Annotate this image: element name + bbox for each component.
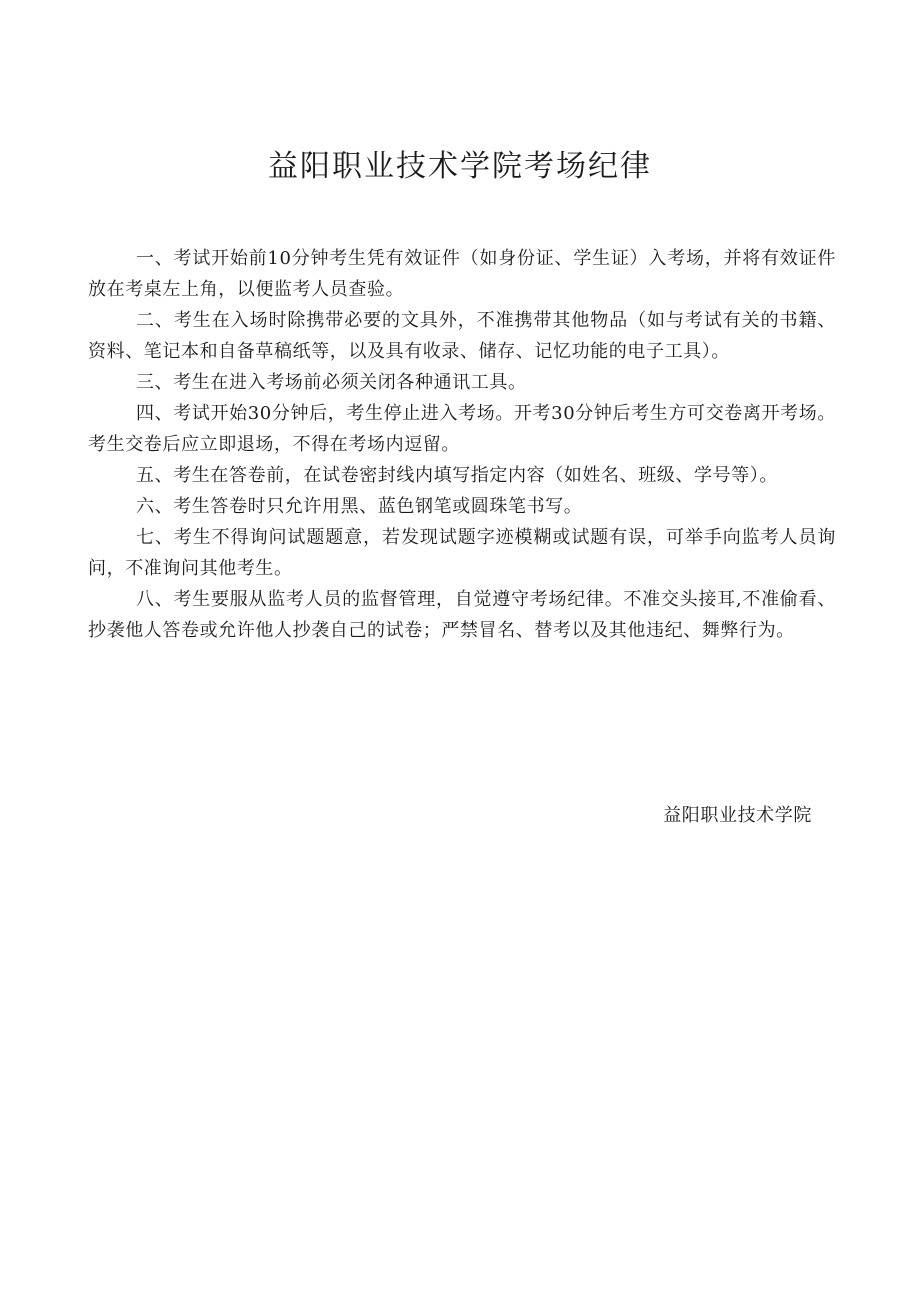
signature-institution: 益阳职业技术学院 <box>663 805 812 826</box>
rule-item-2: 二、考生在入场时除携带必要的文具外，不准携带其他物品（如与考试有关的书籍、资料、笔记本和自备草稿纸等，以及具有收录、储存、记忆功能的电子工具）。 <box>88 310 836 362</box>
rule-item-8: 八、考生要服从监考人员的监督管理，自觉遵守考场纪律。不准交头接耳,不准偷看、抄袭他人答卷或允许他人抄袭自己的试卷；严禁冒名、替考以及其他违纪、舞弊行为。 <box>88 589 836 641</box>
rule-item-1: 一、考试开始前10分钟考生凭有效证件（如身份证、学生证）入考场，并将有效证件放在考桌左上角，以便监考人员查验。 <box>88 248 836 300</box>
rule-item-3: 三、考生在进入考场前必须关闭各种通讯工具。 <box>136 372 527 393</box>
rule-item-7: 七、考生不得询问试题题意，若发现试题字迹模糊或试题有误，可举手向监考人员询问，不准询问其他考生。 <box>88 527 836 579</box>
rules-list <box>88 243 836 646</box>
rule-item-5: 五、考生在答卷前，在试卷密封线内填写指定内容（如姓名、班级、学号等）。 <box>136 465 778 486</box>
rule-item-4: 四、考试开始30分钟后，考生停止进入考场。开考30分钟后考生方可交卷离开考场。考生交卷后应立即退场，不得在考场内逗留。 <box>88 403 836 455</box>
rule-item-6: 六、考生答卷时只允许用黑、蓝色钢笔或圆珠笔书写。 <box>136 496 583 517</box>
document-title: 益阳职业技术学院考场纪律 <box>268 149 652 184</box>
